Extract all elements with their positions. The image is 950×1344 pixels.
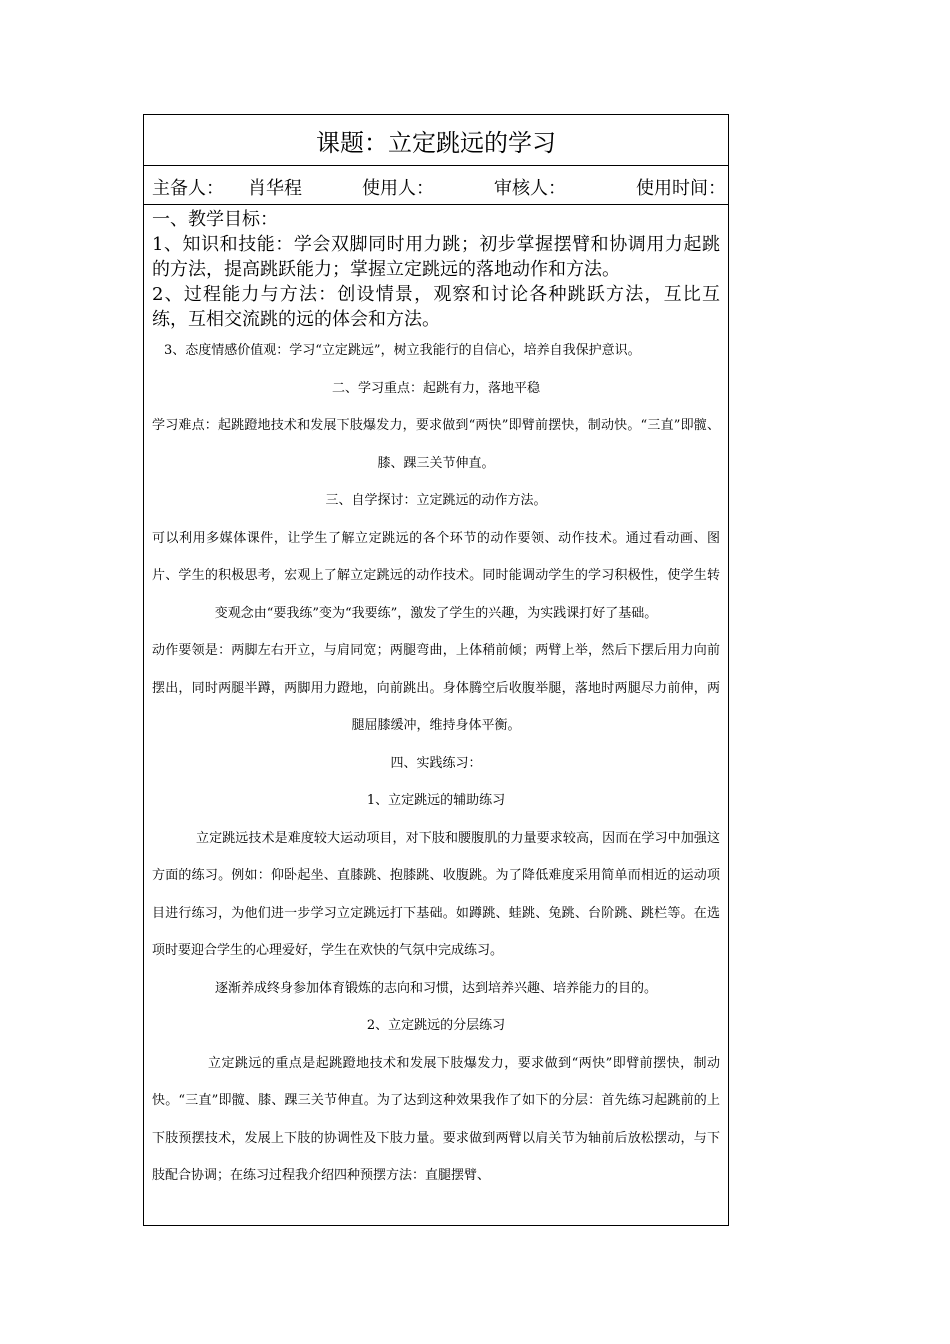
- objective-1: 1、知识和技能：学会双脚同时用力跳；初步掌握摆臂和协调用力起跳的方法，提高跳跃能力；掌握立定跳远的落地动作和方法。: [152, 234, 720, 280]
- user-label: 使用人：: [362, 178, 434, 199]
- practice-paragraph-1: 立定跳远技术是难度较大运动项目，对下肢和腰腹肌的力量要求较高，因而在学习中加强这方面的练习。例如：仰卧起坐、直膝跳、抱膝跳、收腹跳。为了降低难度采用简单而相近的运动项目进行练习，为他们进一步学习立定跳远打下基础。如蹲跳、蛙跳、兔跳、台阶跳、跳栏等。在选项时要迎合学生的心理爱好，学生在欢快的气氛中完成练习。: [152, 830, 720, 958]
- page-title: 课题：立定跳远的学习: [144, 115, 728, 166]
- practice-paragraph-2: 立定跳远的重点是起跳蹬地技术和发展下肢爆发力，要求做到“两快”即臂前摆快，制动快。“三直”即髋、膝、踝三关节伸直。为了达到这种效果我作了如下的分层：首先练习起跳前的上下肢预摆技术，发展上下肢的协调性及下肢力量。要求做到两臂以肩关节为轴前后放松摆动，与下肢配合协调；在练习过程我介绍四种预摆方法：直腿摆臂、: [152, 1055, 720, 1183]
- objective-2: 2、过程能力与方法：创设情景，观察和讨论各种跳跃方法，互比互练，互相交流跳的远的体会和方法。: [152, 284, 720, 330]
- practice-paragraph-1b: 逐渐养成终身参加体育锻炼的志向和习惯，达到培养兴趣、培养能力的目的。: [214, 980, 657, 996]
- time-label: 使用时间：: [636, 178, 726, 199]
- lesson-plan-table: [143, 114, 729, 1226]
- content-cell: [144, 205, 728, 1195]
- practice-sub-1: 1、立定跳远的辅助练习: [366, 793, 506, 808]
- preparer-name: 肖华程: [248, 178, 302, 199]
- reviewer-label: 审核人：: [494, 178, 566, 199]
- practice-sub-2: 2、立定跳远的分层练习: [366, 1018, 506, 1033]
- meta-row: [144, 166, 728, 205]
- action-essentials: 动作要领是：两脚左右开立，与肩同宽；两腿弯曲，上体稍前倾；两臂上举，然后下摆后用力向前摆出，同时两腿半蹲，两脚用力蹬地，向前跳出。身体腾空后收腹举腿，落地时两腿尽力前伸，两腿屈膝缓冲，维持身体平衡。: [152, 643, 720, 733]
- objectives-heading: 一、教学目标：: [152, 209, 278, 230]
- preparer-label: 主备人：: [152, 178, 224, 199]
- objective-3: 3、态度情感价值观：学习“立定跳远”，树立我能行的自信心，培养自我保护意识。: [164, 343, 641, 358]
- self-study-heading: 三、自学探讨：立定跳远的动作方法。: [325, 493, 547, 508]
- difficulty-text: 学习难点：起跳蹬地技术和发展下肢爆发力，要求做到“两快”即臂前摆快，制动快。“三直”即髋、膝、踝三关节伸直。: [152, 418, 720, 471]
- self-study-paragraph: 可以利用多媒体课件，让学生了解立定跳远的各个环节的动作要领、动作技术。通过看动画、图片、学生的积极思考，宏观上了解立定跳远的动作技术。同时能调动学生的学习积极性，使学生转变观念由“要我练”变为“我要练”，激发了学生的兴趣，为实践课打好了基础。: [152, 530, 720, 621]
- key-points-heading: 二、学习重点：起跳有力，落地平稳: [331, 380, 540, 396]
- practice-heading: 四、实践练习：: [390, 755, 482, 771]
